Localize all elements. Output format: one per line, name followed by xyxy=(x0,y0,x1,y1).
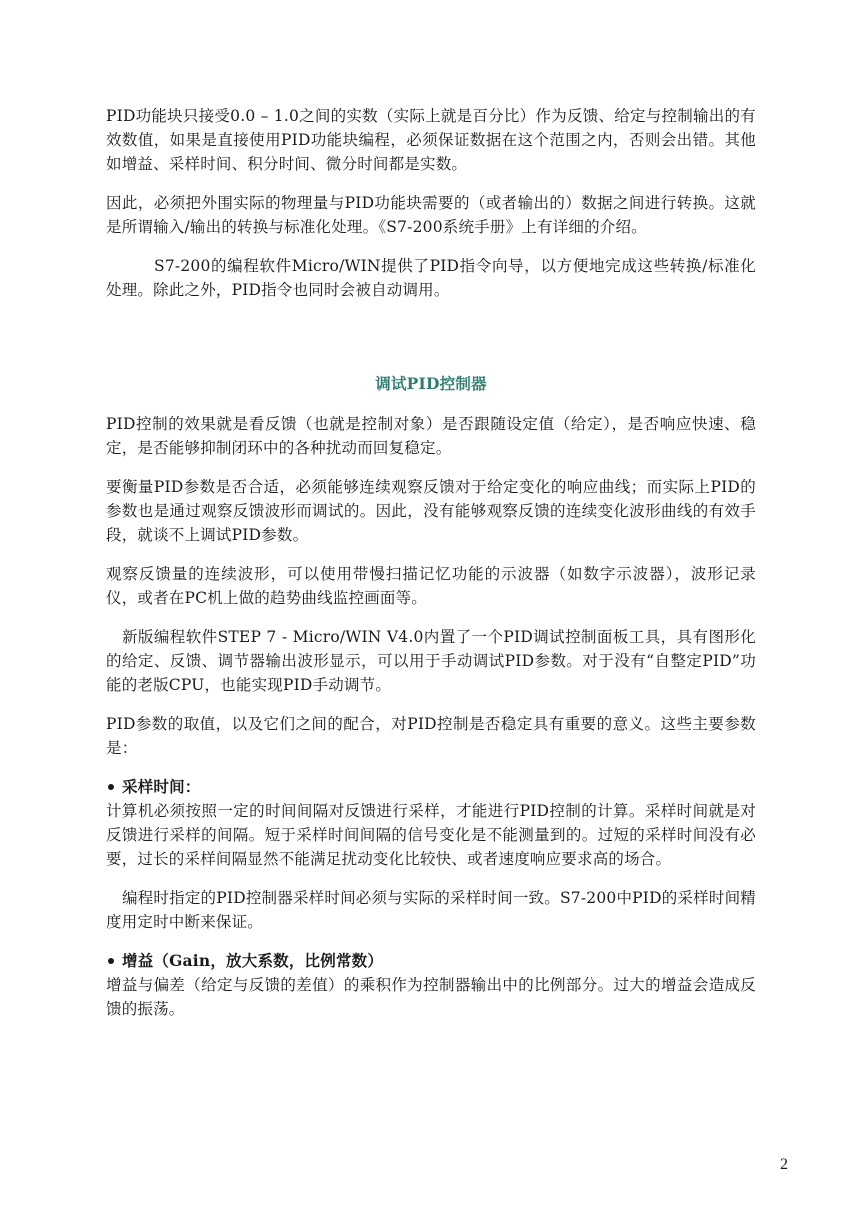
bullet-gain-title xyxy=(106,949,756,973)
bullet-sampling-title xyxy=(106,775,756,799)
paragraph-pid-effect: PID控制的效果就是看反馈（也就是控制对象）是否跟随设定值（给定），是否响应快速、稳定，是否能够抑制闭环中的各种扰动而回复稳定。 xyxy=(106,415,756,457)
paragraph-wizard: S7-200的编程软件Micro/WIN提供了PID指令向导，以方便地完成这些转换/标准化处理。除此之外，PID指令也同时会被自动调用。 xyxy=(106,257,756,299)
section-heading: 调试PID控制器 xyxy=(375,374,487,393)
paragraph-main-params: PID参数的取值，以及它们之间的配合，对PID控制是否稳定具有重要的意义。这些主要参数是： xyxy=(106,715,756,757)
paragraph-measure-params: 要衡量PID参数是否合适，必须能够连续观察反馈对于给定变化的响应曲线；而实际上PID的参数也是通过观察反馈波形而调试的。因此，没有能够观察反馈的连续变化波形曲线的有效手段，就谈不上调试PID参数。 xyxy=(106,478,756,544)
bullet-dot-icon xyxy=(108,784,114,790)
bullet-gain-label: 增益（Gain，放大系数，比例常数） xyxy=(122,951,384,970)
paragraph-conversion: 因此，必须把外围实际的物理量与PID功能块需要的（或者输出的）数据之间进行转换。这就是所谓输入/输出的转换与标准化处理。《S7-200系统手册》上有详细的介绍。 xyxy=(106,194,756,236)
bullet-sampling-body: 计算机必须按照一定的时间间隔对反馈进行采样，才能进行PID控制的计算。采样时间就是对反馈进行采样的间隔。短于采样时间间隔的信号变化是不能测量到的。过短的采样时间没有必要，过长的采样间隔显然不能满足扰动变化比较快、或者速度响应要求高的场合。 xyxy=(106,802,756,868)
bullet-sampling-label: 采样时间： xyxy=(122,777,201,796)
paragraph-sampling-note: 编程时指定的PID控制器采样时间必须与实际的采样时间一致。S7-200中PID的采样时间精度用定时中断来保证。 xyxy=(106,889,756,931)
page-content xyxy=(106,104,756,1036)
bullet-gain-body: 增益与偏差（给定与反馈的差值）的乘积作为控制器输出中的比例部分。过大的增益会造成反馈的振荡。 xyxy=(106,976,756,1018)
bullet-dot-icon xyxy=(108,958,114,964)
paragraph-observe-waveform: 观察反馈量的连续波形，可以使用带慢扫描记忆功能的示波器（如数字示波器），波形记录仪，或者在PC机上做的趋势曲线监控画面等。 xyxy=(106,565,756,607)
paragraph-pid-range: PID功能块只接受0.0 – 1.0之间的实数（实际上就是百分比）作为反馈、给定与控制输出的有效数值，如果是直接使用PID功能块编程，必须保证数据在这个范围之内，否则会出错。其他如增益、采样时间、积分时间、微分时间都是实数。 xyxy=(106,107,756,173)
paragraph-step7-panel: 新版编程软件STEP 7 - Micro/WIN V4.0内置了一个PID调试控制面板工具，具有图形化的给定、反馈、调节器输出波形显示，可以用于手动调试PID参数。对于没有“自整定PID”功能的老版CPU，也能实现PID手动调节。 xyxy=(106,628,756,694)
page-number: 2 xyxy=(780,1156,788,1173)
